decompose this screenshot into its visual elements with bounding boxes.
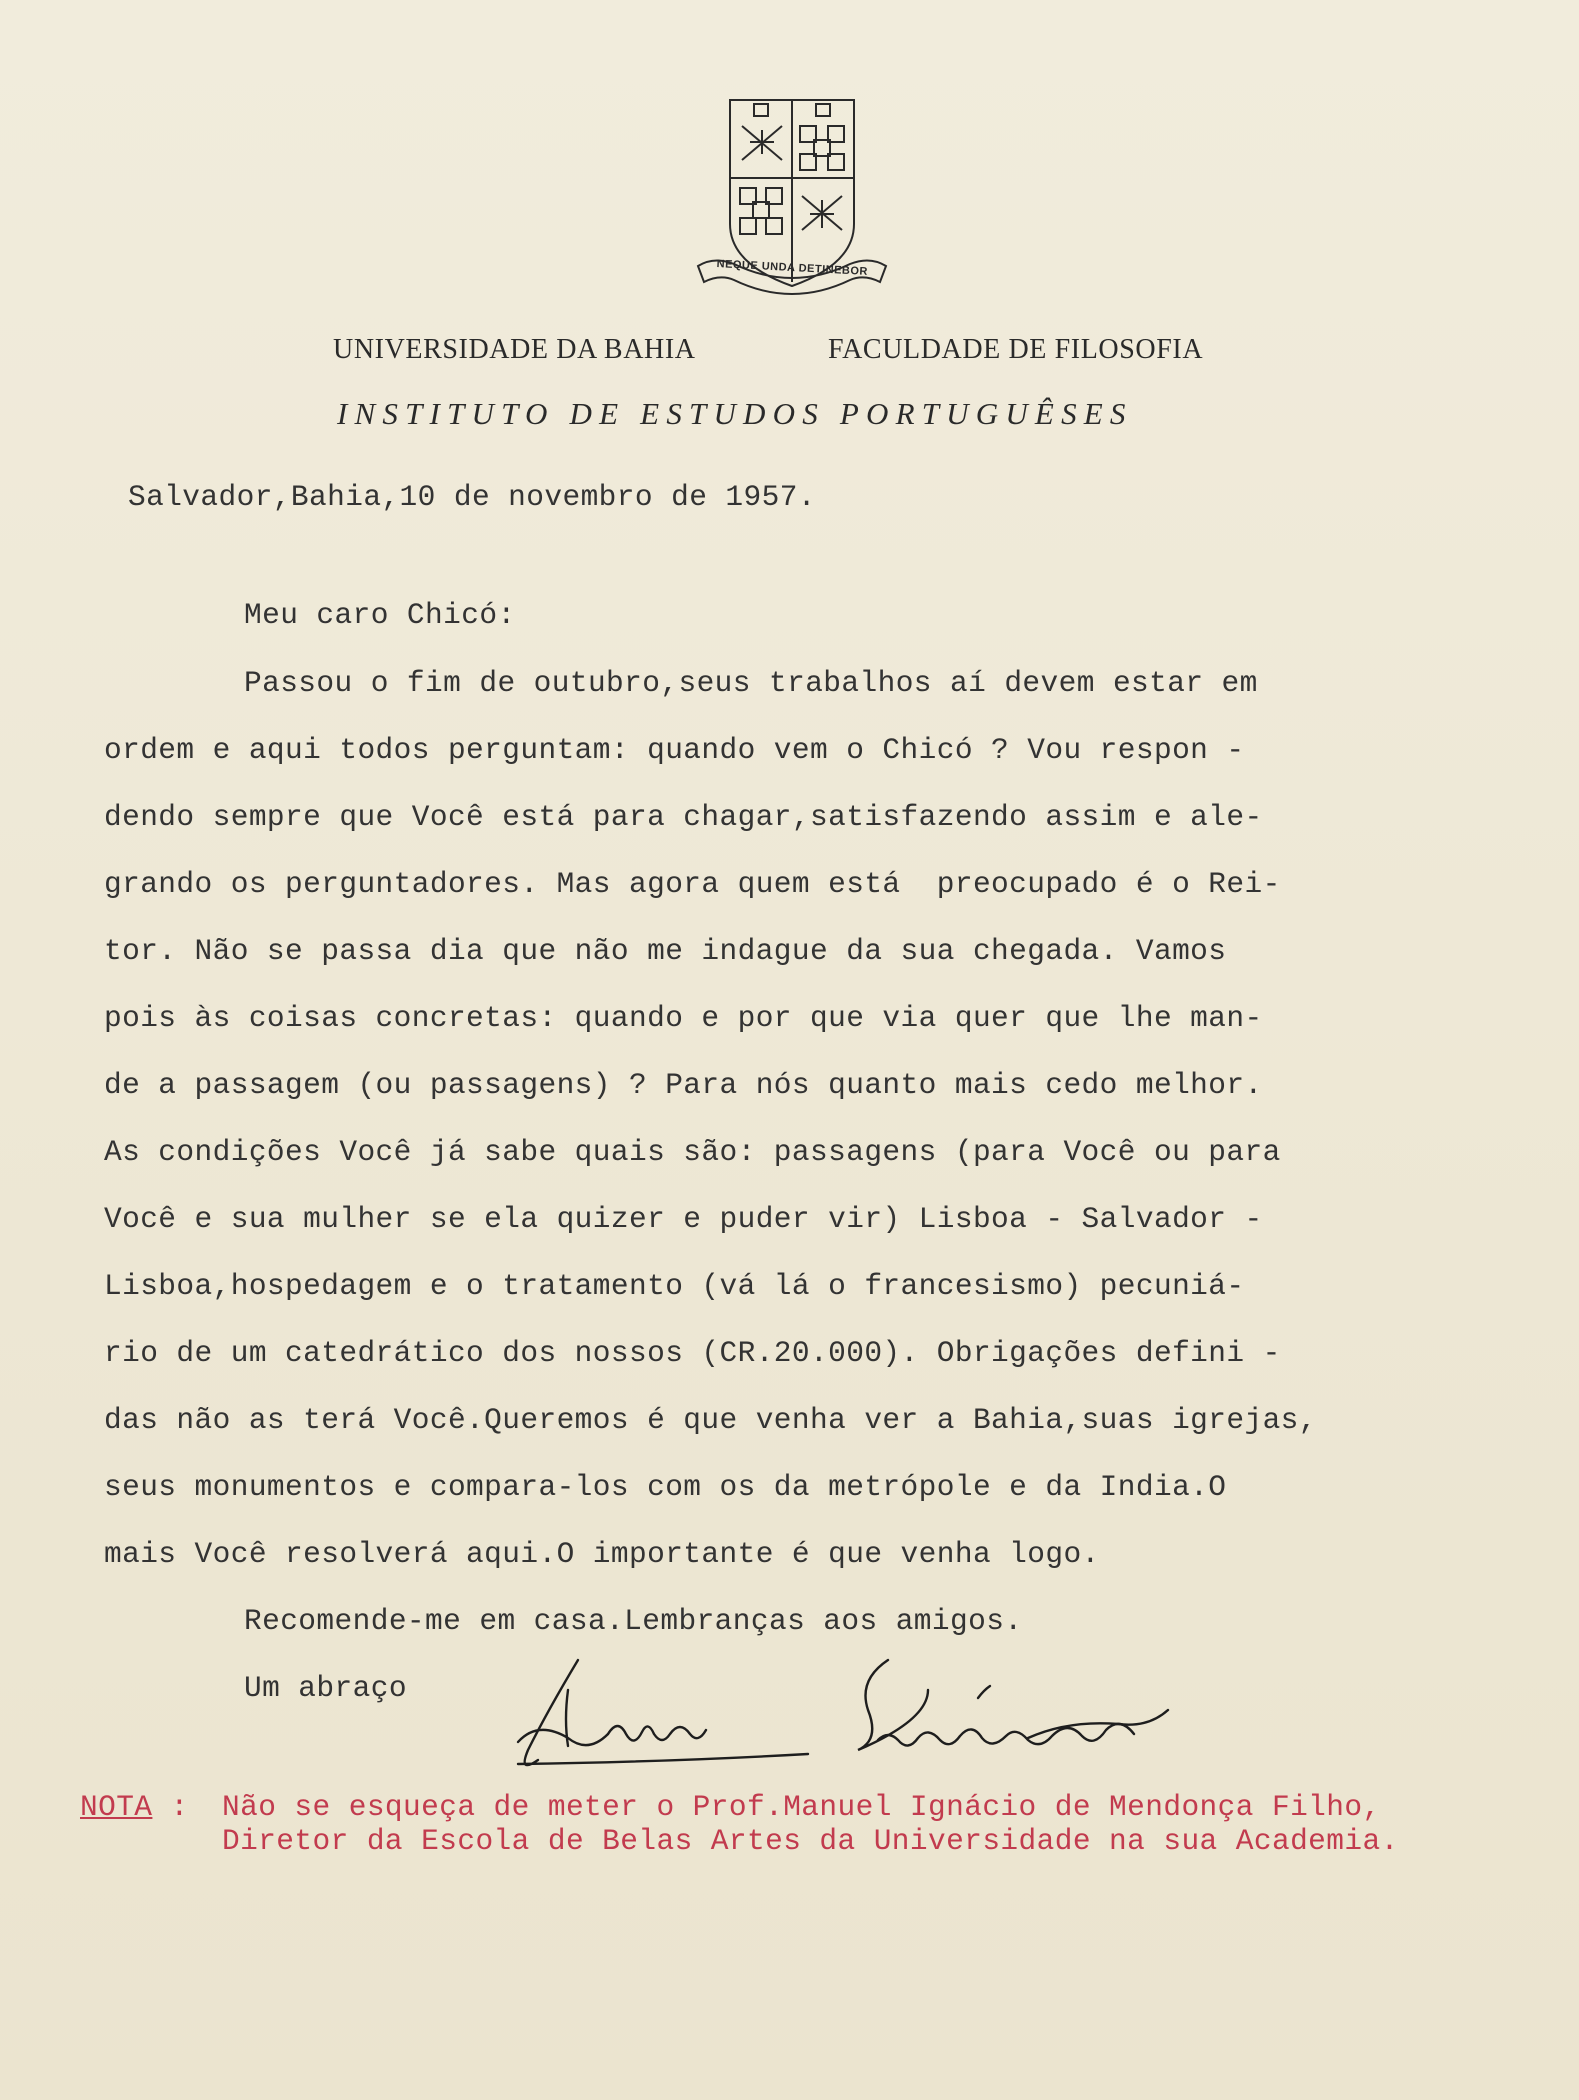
letter-greeting: Meu caro Chicó: [244,598,516,632]
note-label-text: NOTA [80,1790,153,1824]
letter-closing: Recomende-me em casa.Lembranças aos amigos. [244,1604,1023,1638]
body-line: pois às coisas concretas: quando e por que via quer que lhe man- [104,1001,1263,1035]
body-line: ordem e aqui todos perguntam: quando vem o Chicó ? Vou respon - [104,733,1245,767]
body-line: seus monumentos e compara-los com os da metrópole e da India.O [104,1470,1227,1504]
university-name: UNIVERSIDADE DA BAHIA [333,334,696,365]
note-line: Diretor da Escola de Belas Artes da Universidade na sua Academia. [222,1824,1399,1858]
institute-name: INSTITUTO DE ESTUDOS PORTUGUÊSES [337,396,1133,431]
letter-date: Salvador,Bahia,10 de novembro de 1957. [128,480,816,514]
seal-motto: NEQUE UNDA DETINEBOR [716,258,869,278]
body-line: das não as terá Você.Queremos é que venha ver a Bahia,suas igrejas, [104,1403,1317,1437]
body-line: grando os perguntadores. Mas agora quem está preocupado é o Rei- [104,867,1281,901]
note-line: Não se esqueça de meter o Prof.Manuel Ignácio de Mendonça Filho, [222,1790,1381,1824]
body-line: Você e sua mulher se ela quizer e puder vir) Lisboa - Salvador - [104,1202,1263,1236]
body-line: de a passagem (ou passagens) ? Para nós quanto mais cedo melhor. [104,1068,1263,1102]
body-line: dendo sempre que Você está para chagar,satisfazendo assim e ale- [104,800,1263,834]
body-line: Passou o fim de outubro,seus trabalhos aí devem estar em [244,666,1258,700]
body-line: tor. Não se passa dia que não me indague da sua chegada. Vamos [104,934,1227,968]
body-line: mais Você resolverá aqui.O importante é que venha logo. [104,1537,1100,1571]
handwritten-signature [508,1650,1228,1780]
letter-sign-off: Um abraço [244,1671,407,1705]
faculty-name: FACULDADE DE FILOSOFIA [828,334,1204,365]
body-line: Lisboa,hospedagem e o tratamento (vá lá o francesismo) pecuniá- [104,1269,1245,1303]
body-line: As condições Você já sabe quais são: passagens (para Você ou para [104,1135,1281,1169]
note-label [80,1790,189,1824]
body-line: rio de um catedrático dos nossos (CR.20.000). Obrigações defini - [104,1336,1281,1370]
signature-icon [508,1650,1228,1780]
note-separator: : [152,1790,189,1824]
